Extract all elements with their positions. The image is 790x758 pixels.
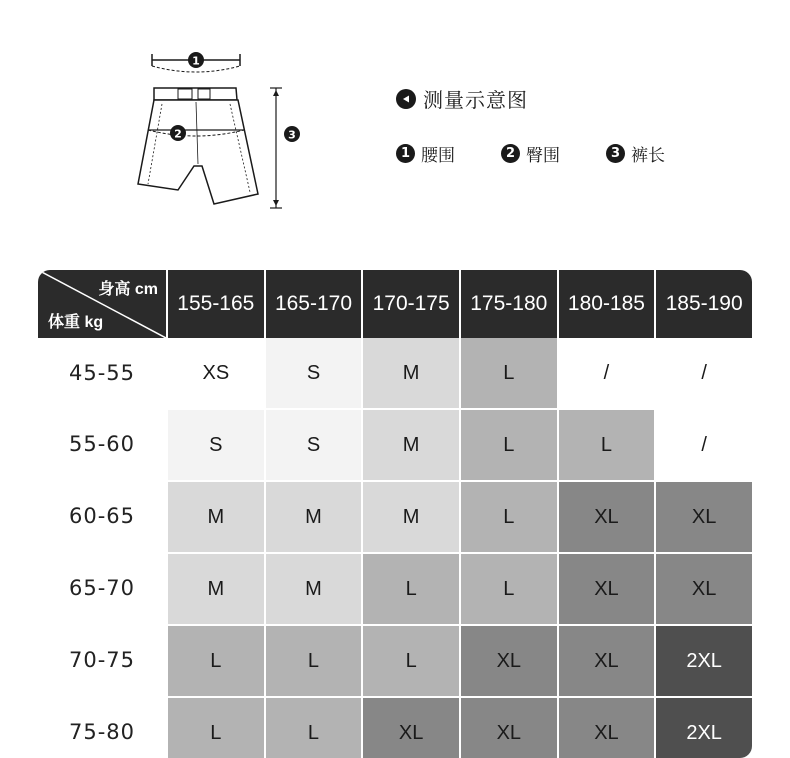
weight-range-label: 65-70 <box>38 552 166 624</box>
weight-range-label: 75-80 <box>38 696 166 758</box>
marker-hip-label: 2 <box>174 127 182 141</box>
weight-range-label: 60-65 <box>38 480 166 552</box>
number-1-icon: 1 <box>396 144 415 163</box>
size-cell: XL <box>361 696 459 758</box>
column-header: 170-175 <box>361 270 459 338</box>
size-cell: L <box>459 480 557 552</box>
size-cell: XL <box>654 480 752 552</box>
size-cell: L <box>361 552 459 624</box>
size-cell: XL <box>557 696 655 758</box>
measurement-legend <box>396 84 665 166</box>
column-header: 175-180 <box>459 270 557 338</box>
size-cell: S <box>264 338 362 408</box>
legend-items <box>396 141 665 166</box>
table-row <box>38 624 752 696</box>
size-cell: XL <box>557 552 655 624</box>
legend-title-text: 测量示意图 <box>423 88 528 112</box>
table-row <box>38 696 752 758</box>
size-cell: M <box>166 480 264 552</box>
size-cell: M <box>361 338 459 408</box>
weight-range-label: 70-75 <box>38 624 166 696</box>
number-3-icon: 3 <box>606 144 625 163</box>
size-cell: M <box>361 480 459 552</box>
size-table <box>38 270 752 758</box>
size-cell: L <box>459 552 557 624</box>
size-cell: S <box>166 408 264 480</box>
size-cell: M <box>264 480 362 552</box>
size-cell: S <box>264 408 362 480</box>
size-cell: XL <box>459 624 557 696</box>
table-row <box>38 552 752 624</box>
triangle-left-icon <box>396 89 416 109</box>
size-cell: L <box>166 696 264 758</box>
column-header: 155-165 <box>166 270 264 338</box>
height-axis-label: 身高 cm <box>98 281 158 298</box>
size-cell: L <box>166 624 264 696</box>
weight-axis-label: 体重 kg <box>48 314 104 331</box>
size-cell: L <box>459 408 557 480</box>
legend-item-label: 裤长 <box>631 146 665 166</box>
size-cell: XL <box>654 552 752 624</box>
size-cell: XL <box>557 480 655 552</box>
size-cell: L <box>361 624 459 696</box>
size-cell: L <box>557 408 655 480</box>
number-2-icon: 2 <box>501 144 520 163</box>
size-cell: M <box>166 552 264 624</box>
size-cell: / <box>654 408 752 480</box>
size-cell: 2XL <box>654 624 752 696</box>
marker-waist-label: 1 <box>192 54 200 68</box>
table-corner <box>38 270 166 338</box>
size-cell: XL <box>557 624 655 696</box>
column-header: 180-185 <box>557 270 655 338</box>
weight-range-label: 45-55 <box>38 338 166 408</box>
size-cell: / <box>654 338 752 408</box>
size-cell: L <box>459 338 557 408</box>
table-row <box>38 480 752 552</box>
shorts-illustration <box>118 44 308 216</box>
table-row <box>38 338 752 408</box>
table-row <box>38 408 752 480</box>
legend-item-waist <box>396 141 455 166</box>
table-header-row <box>38 270 752 338</box>
size-cell: / <box>557 338 655 408</box>
size-cell: XS <box>166 338 264 408</box>
weight-range-label: 55-60 <box>38 408 166 480</box>
column-header: 185-190 <box>654 270 752 338</box>
column-header: 165-170 <box>264 270 362 338</box>
legend-item-label: 腰围 <box>421 146 455 166</box>
size-chart <box>38 270 752 758</box>
size-cell: L <box>264 624 362 696</box>
legend-item-hip <box>501 141 560 166</box>
table-body <box>38 338 752 758</box>
size-cell: M <box>264 552 362 624</box>
size-cell: XL <box>459 696 557 758</box>
shorts-diagram <box>118 44 308 216</box>
size-cell: M <box>361 408 459 480</box>
legend-title <box>396 84 665 113</box>
marker-length-label: 3 <box>288 128 296 142</box>
legend-item-length <box>606 141 665 166</box>
legend-item-label: 臀围 <box>526 146 560 166</box>
size-cell: 2XL <box>654 696 752 758</box>
size-cell: L <box>264 696 362 758</box>
